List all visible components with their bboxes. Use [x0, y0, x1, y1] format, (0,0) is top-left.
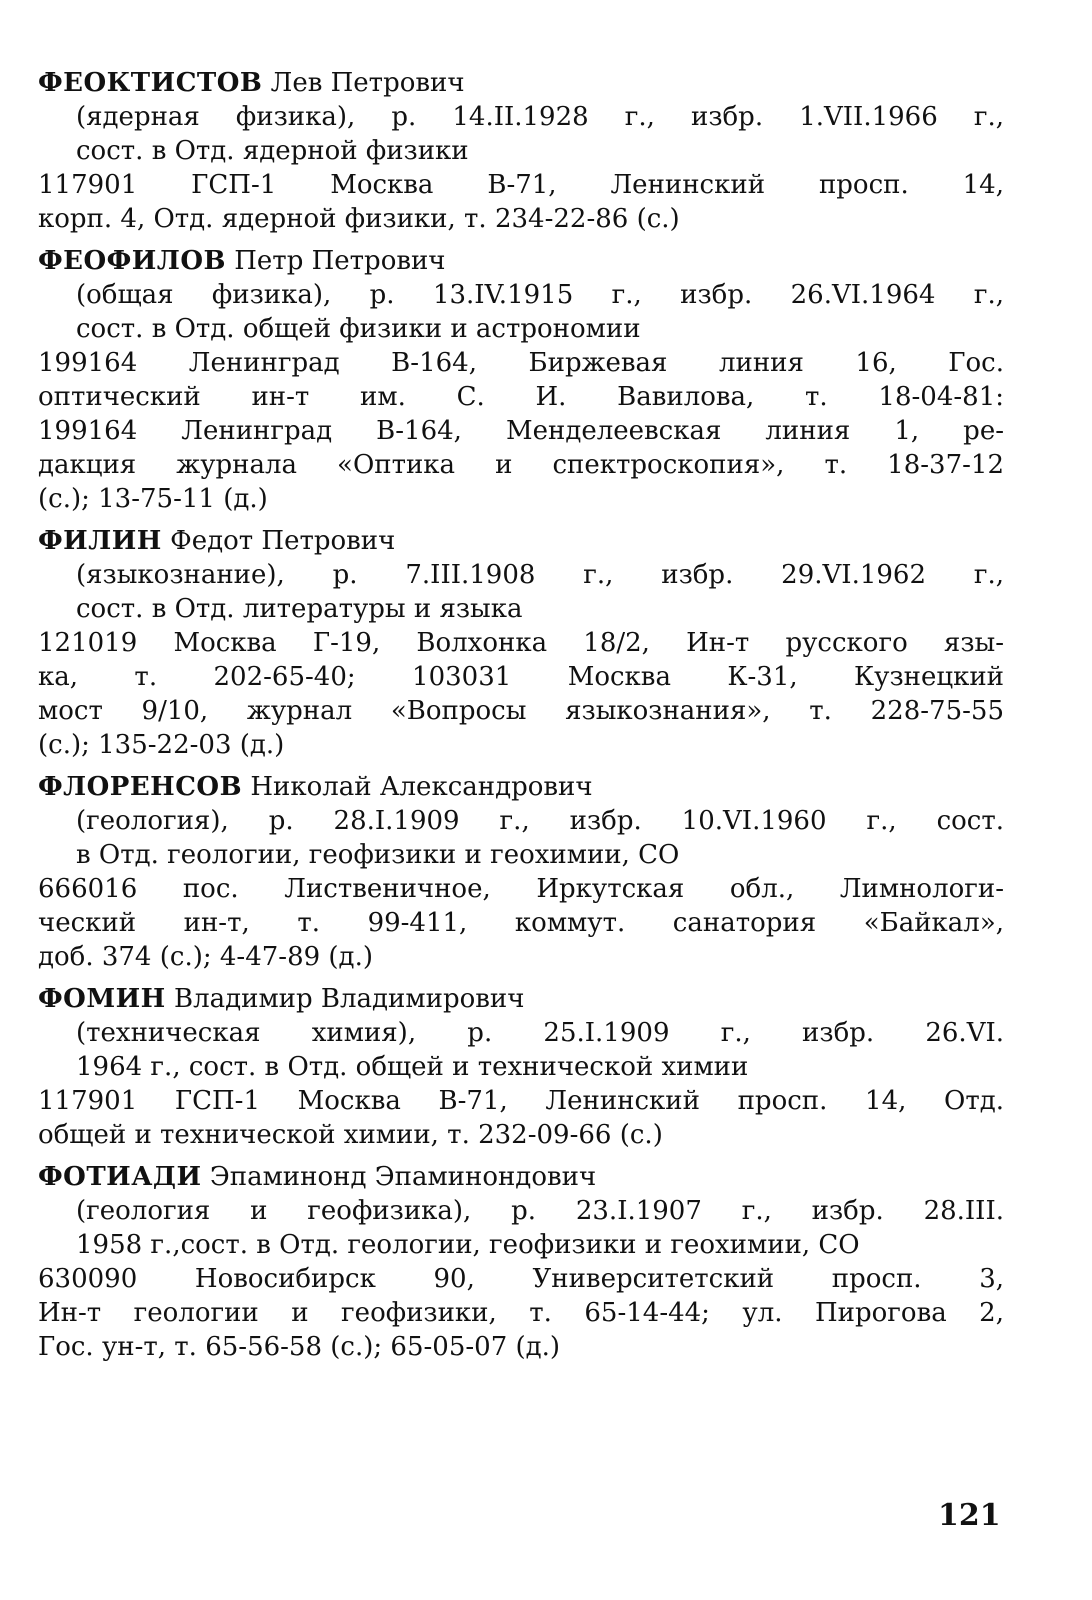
entry-address-line: мост 9/10, журнал «Вопросы языкознания», т. 228-75-55 — [38, 696, 1004, 726]
entry-address-line: 117901 ГСП-1 Москва В-71, Ленинский просп. 14, — [38, 170, 1004, 200]
entry-surname: ФЕОФИЛОВ — [38, 246, 226, 276]
entry-surname: ФИЛИН — [38, 526, 162, 556]
entry-heading — [38, 982, 1004, 1016]
entry-address-line: доб. 374 (с.); 4-47-89 (д.) — [38, 942, 373, 972]
entry-address-line: ка, т. 202-65-40; 103031 Москва К-31, Кузнецкий — [38, 662, 1004, 692]
entry-given-name: Лев Петрович — [270, 68, 465, 98]
entry-address-line: корп. 4, Отд. ядерной физики, т. 234-22-86 (с.) — [38, 204, 680, 234]
entry-given-name: Петр Петрович — [234, 246, 446, 276]
entry-address-line: общей и технической химии, т. 232-09-66 (с.) — [38, 1120, 663, 1150]
entry-info-line: сост. в Отд. ядерной физики — [76, 136, 469, 166]
entry-given-name: Николай Александрович — [250, 772, 593, 802]
entry-given-name: Эпаминонд Эпаминондович — [209, 1162, 597, 1192]
entry-heading — [38, 524, 1004, 558]
entry-surname: ФОТИАДИ — [38, 1162, 202, 1192]
entry-address-line: Ин-т геологии и геофизики, т. 65-14-44; ул. Пирогова 2, — [38, 1298, 1004, 1328]
entry-address-line: дакция журнала «Оптика и спектроскопия», т. 18-37-12 — [38, 450, 1004, 480]
entry-info-line: (ядерная физика), р. 14.II.1928 г., избр. 1.VII.1966 г., — [76, 102, 1004, 132]
directory-page — [38, 66, 1004, 1372]
entry-address-line: 121019 Москва Г-19, Волхонка 18/2, Ин-т русского язы- — [38, 628, 1004, 658]
entry-address-line: (с.); 135-22-03 (д.) — [38, 730, 285, 760]
entry-given-name: Владимир Владимирович — [174, 984, 525, 1014]
entry-heading — [38, 1160, 1004, 1194]
entry-given-name: Федот Петрович — [170, 526, 396, 556]
directory-entry — [38, 244, 1004, 516]
entry-address-line: 199164 Ленинград В-164, Менделеевская линия 1, ре- — [38, 416, 1004, 446]
entry-heading — [38, 66, 1004, 100]
entry-info-line: (языкознание), р. 7.III.1908 г., избр. 29.VI.1962 г., — [76, 560, 1004, 590]
entry-surname: ФЕОКТИСТОВ — [38, 68, 263, 98]
entry-info-line: сост. в Отд. общей физики и астрономии — [76, 314, 641, 344]
entry-info-line: (геология и геофизика), р. 23.I.1907 г., избр. 28.III. — [76, 1196, 1004, 1226]
entry-address-line: ческий ин-т, т. 99-411, коммут. санатория «Байкал», — [38, 908, 1004, 938]
directory-entry — [38, 982, 1004, 1152]
directory-entry — [38, 66, 1004, 236]
page-number: 121 — [938, 1498, 1001, 1533]
entry-surname: ФОМИН — [38, 984, 166, 1014]
entry-heading — [38, 770, 1004, 804]
directory-entry — [38, 524, 1004, 762]
entry-heading — [38, 244, 1004, 278]
directory-entry — [38, 1160, 1004, 1364]
entry-info-line: (геология), р. 28.I.1909 г., избр. 10.VI.1960 г., сост. — [76, 806, 1004, 836]
entry-info-line: (общая физика), р. 13.IV.1915 г., избр. 26.VI.1964 г., — [76, 280, 1004, 310]
entry-address-line: оптический ин-т им. С. И. Вавилова, т. 18-04-81: — [38, 382, 1004, 412]
entry-info-line: в Отд. геологии, геофизики и геохимии, СО — [76, 840, 680, 870]
entry-address-line: 630090 Новосибирск 90, Университетский просп. 3, — [38, 1264, 1004, 1294]
entry-info-line: 1958 г.,сост. в Отд. геологии, геофизики и геохимии, СО — [76, 1230, 860, 1260]
entry-info-line: (техническая химия), р. 25.I.1909 г., избр. 26.VI. — [76, 1018, 1004, 1048]
directory-entry — [38, 770, 1004, 974]
entry-address-line: (с.); 13-75-11 (д.) — [38, 484, 268, 514]
entry-address-line: 117901 ГСП-1 Москва В-71, Ленинский просп. 14, Отд. — [38, 1086, 1004, 1116]
entry-address-line: 199164 Ленинград В-164, Биржевая линия 16, Гос. — [38, 348, 1004, 378]
entry-address-line: Гос. ун-т, т. 65-56-58 (с.); 65-05-07 (д.) — [38, 1332, 561, 1362]
entry-info-line: сост. в Отд. литературы и языка — [76, 594, 523, 624]
entry-info-line: 1964 г., сост. в Отд. общей и технической химии — [76, 1052, 749, 1082]
entry-address-line: 666016 пос. Лиственичное, Иркутская обл., Лимнологи- — [38, 874, 1004, 904]
entry-surname: ФЛОРЕНСОВ — [38, 772, 243, 802]
